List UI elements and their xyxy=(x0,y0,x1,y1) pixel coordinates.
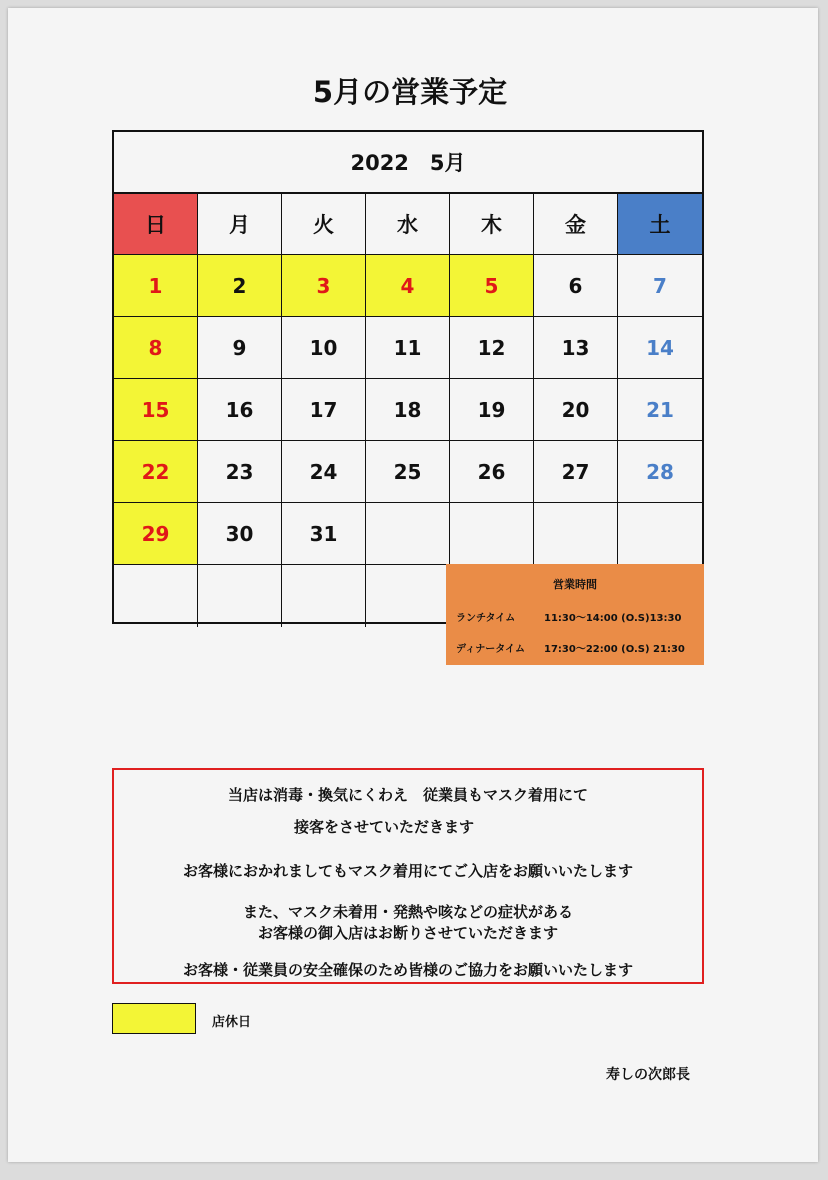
business-hours-box xyxy=(446,564,704,665)
lunch-label: ランチタイム xyxy=(456,613,516,624)
notice-line-1: 当店は消毒・換気にくわえ 従業員もマスク着用にて xyxy=(227,786,588,804)
day-cell-closed: 22 xyxy=(114,441,198,503)
day-cell: 19 xyxy=(450,379,534,441)
day-cell: 25 xyxy=(366,441,450,503)
dinner-label: ディナータイム xyxy=(456,644,525,655)
day-cell-empty xyxy=(450,503,534,565)
notice-line-6: お客様・従業員の安全確保のため皆様のご協力をお願いいたします xyxy=(182,961,633,979)
day-cell-saturday: 14 xyxy=(618,317,702,379)
calendar-grid xyxy=(114,194,702,627)
document-page xyxy=(8,8,818,1162)
weekday-wed: 水 xyxy=(366,194,450,255)
day-cell-empty xyxy=(114,565,198,627)
day-cell-closed: 1 xyxy=(114,255,198,317)
notice-line-3: お客様におかれましてもマスク着用にてご入店をお願いいたします xyxy=(182,862,633,880)
day-cell: 12 xyxy=(450,317,534,379)
day-cell-empty xyxy=(198,565,282,627)
shop-name: 寿しの次郎長 xyxy=(606,1067,690,1083)
day-cell-saturday: 7 xyxy=(618,255,702,317)
notice-line-4: また、マスク未着用・発熱や咳などの症状がある xyxy=(242,903,573,921)
day-cell-saturday: 21 xyxy=(618,379,702,441)
day-cell: 24 xyxy=(282,441,366,503)
day-cell: 17 xyxy=(282,379,366,441)
day-cell: 18 xyxy=(366,379,450,441)
day-cell-closed: 29 xyxy=(114,503,198,565)
day-cell-saturday: 28 xyxy=(618,441,702,503)
day-cell-empty xyxy=(366,565,450,627)
day-cell-closed: 4 xyxy=(366,255,450,317)
lunch-time: 11:30〜14:00 (O.S)13:30 xyxy=(544,613,682,624)
weekday-fri: 金 xyxy=(534,194,618,255)
notice-line-2: 接客をさせていただきます xyxy=(294,818,475,836)
day-cell: 16 xyxy=(198,379,282,441)
legend-closed-swatch xyxy=(112,1003,196,1034)
day-cell: 13 xyxy=(534,317,618,379)
day-cell: 11 xyxy=(366,317,450,379)
day-cell: 20 xyxy=(534,379,618,441)
day-cell-empty xyxy=(282,565,366,627)
safety-notice xyxy=(112,768,704,984)
weekday-sat: 土 xyxy=(618,194,702,255)
day-cell: 23 xyxy=(198,441,282,503)
day-cell: 6 xyxy=(534,255,618,317)
day-cell: 26 xyxy=(450,441,534,503)
day-cell-closed: 15 xyxy=(114,379,198,441)
notice-line-5: お客様の御入店はお断りさせていただきます xyxy=(257,924,558,942)
day-cell: 27 xyxy=(534,441,618,503)
day-cell-empty xyxy=(618,503,702,565)
lunch-hours-row xyxy=(456,609,681,624)
weekday-sun: 日 xyxy=(114,194,198,255)
weekday-thu: 木 xyxy=(450,194,534,255)
page-title: 5月の営業予定 xyxy=(312,75,508,109)
day-cell: 10 xyxy=(282,317,366,379)
day-cell-closed: 5 xyxy=(450,255,534,317)
weekday-tue: 火 xyxy=(282,194,366,255)
day-cell: 30 xyxy=(198,503,282,565)
calendar xyxy=(112,130,704,624)
dinner-hours-row xyxy=(456,640,685,655)
day-cell-empty xyxy=(366,503,450,565)
dinner-time: 17:30〜22:00 (O.S) 21:30 xyxy=(544,644,685,655)
day-cell-empty xyxy=(534,503,618,565)
day-cell: 9 xyxy=(198,317,282,379)
day-cell-closed: 3 xyxy=(282,255,366,317)
day-cell: 31 xyxy=(282,503,366,565)
weekday-mon: 月 xyxy=(198,194,282,255)
business-hours-title: 営業時間 xyxy=(553,578,597,591)
day-cell-closed: 2 xyxy=(198,255,282,317)
calendar-month-header: 2022 5月 xyxy=(114,132,702,194)
day-cell-closed: 8 xyxy=(114,317,198,379)
legend-closed-label: 店休日 xyxy=(212,1015,252,1030)
